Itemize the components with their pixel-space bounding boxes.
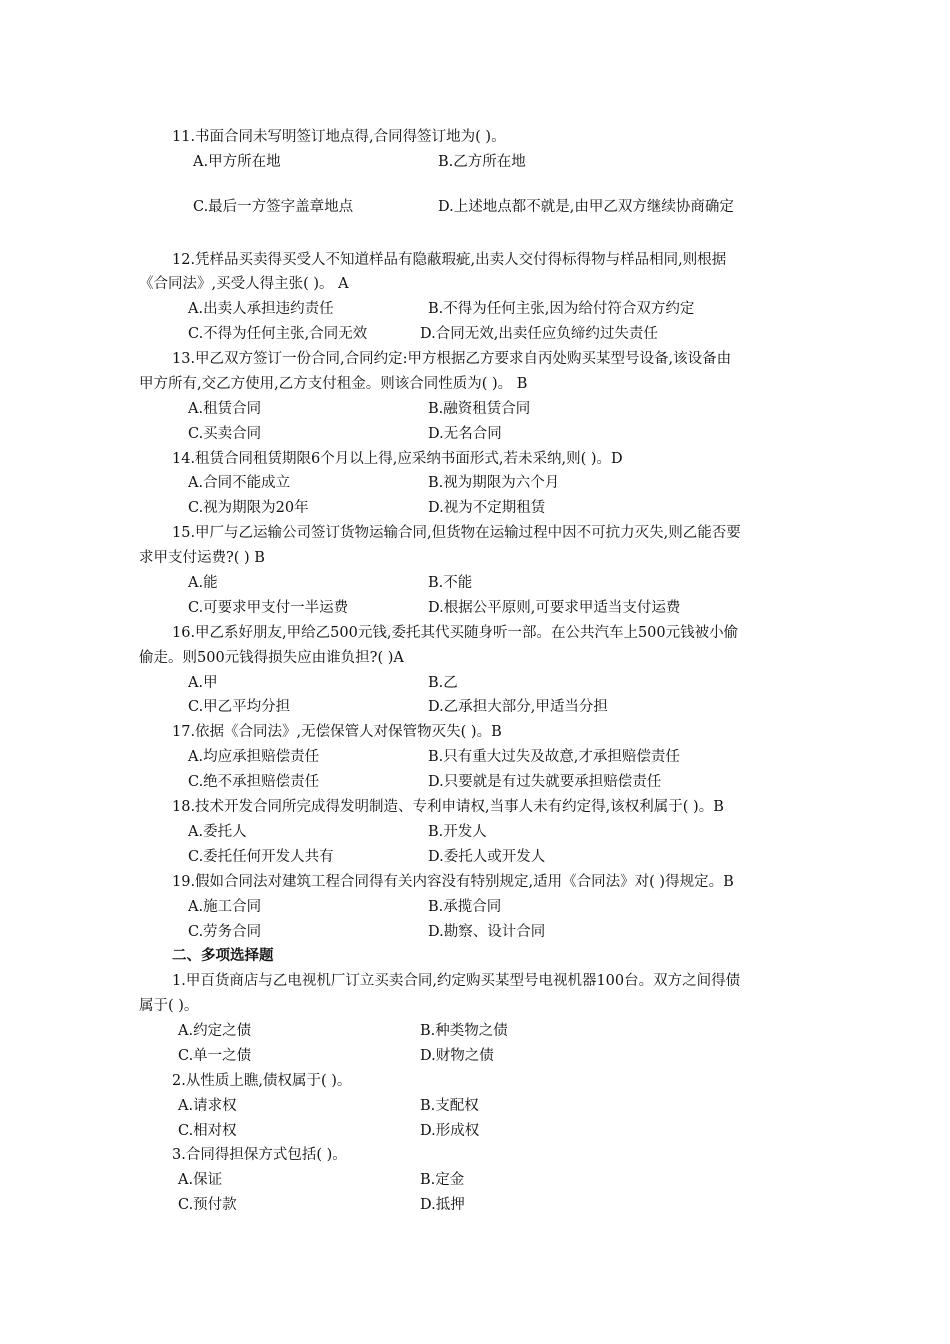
multi-question-3-option-b: B.定金 bbox=[420, 1172, 465, 1188]
multi-question-1-option-d: D.财物之债 bbox=[420, 1048, 494, 1064]
multi-question-2-option-d: D.形成权 bbox=[420, 1123, 480, 1139]
question-12-stem-continued: 《合同法》,买受人得主张( )。 A bbox=[139, 276, 349, 292]
question-15-stem: 15.甲厂与乙运输公司签订货物运输合同,但货物在运输过程中因不可抗力灭失,则乙能否要 bbox=[172, 525, 741, 541]
question-17-option-c: C.绝不承担赔偿责任 bbox=[188, 774, 320, 790]
multi-question-3-option-d: D.抵押 bbox=[420, 1197, 465, 1213]
question-16-stem-continued: 偷走。则500元钱得损失应由谁负担?( )A bbox=[139, 650, 404, 666]
question-18-option-c: C.委托任何开发人共有 bbox=[188, 849, 334, 865]
question-16-option-d: D.乙承担大部分,甲适当分担 bbox=[428, 699, 608, 715]
question-18-option-a: A.委托人 bbox=[188, 824, 247, 840]
question-13-option-c: C.买卖合同 bbox=[188, 426, 262, 442]
question-14-option-c: C.视为期限为20年 bbox=[188, 500, 309, 516]
question-13-option-b: B.融资租赁合同 bbox=[428, 401, 531, 417]
question-18-option-d: D.委托人或开发人 bbox=[428, 849, 546, 865]
question-14-option-a: A.合同不能成立 bbox=[188, 475, 291, 491]
question-19-option-d: D.勘察、设计合同 bbox=[428, 924, 546, 940]
question-12-option-c: C.不得为任何主张,合同无效 bbox=[188, 326, 368, 342]
question-19-stem: 19.假如合同法对建筑工程合同得有关内容没有特别规定,适用《合同法》对( )得规定。B bbox=[172, 874, 734, 890]
question-15-option-b: B.不能 bbox=[428, 575, 473, 591]
section-heading-multiple-choice: 二、多项选择题 bbox=[172, 948, 274, 964]
multi-question-1-option-b: B.种类物之债 bbox=[420, 1023, 508, 1039]
multi-question-2-option-b: B.支配权 bbox=[420, 1098, 479, 1114]
multi-question-1-option-a: A.约定之债 bbox=[178, 1023, 252, 1039]
question-16-option-b: B.乙 bbox=[428, 675, 458, 691]
multi-question-3-option-c: C.预付款 bbox=[178, 1197, 237, 1213]
question-13-option-a: A.租赁合同 bbox=[188, 401, 262, 417]
multi-question-2-option-c: C.相对权 bbox=[178, 1123, 237, 1139]
multi-question-2-option-a: A.请求权 bbox=[178, 1098, 237, 1114]
question-11-option-a: A.甲方所在地 bbox=[193, 154, 281, 170]
question-12-option-b: B.不得为任何主张,因为给付符合双方约定 bbox=[428, 301, 695, 317]
multi-question-3-option-a: A.保证 bbox=[178, 1172, 223, 1188]
question-14-stem: 14.租赁合同租赁期限6个月以上得,应采纳书面形式,若未采纳,则( )。D bbox=[172, 451, 623, 467]
question-15-option-a: A.能 bbox=[188, 575, 218, 591]
question-16-option-a: A.甲 bbox=[188, 675, 218, 691]
question-11-option-d: D.上述地点都不就是,由甲乙双方继续协商确定 bbox=[438, 199, 734, 215]
question-17-option-a: A.均应承担赔偿责任 bbox=[188, 749, 320, 765]
question-12-stem: 12.凭样品买卖得买受人不知道样品有隐蔽瑕疵,出卖人交付得标得物与样品相同,则根据 bbox=[172, 252, 727, 268]
question-13-option-d: D.无名合同 bbox=[428, 426, 502, 442]
question-13-stem-continued: 甲方所有,交乙方使用,乙方支付租金。则该合同性质为( )。 B bbox=[139, 376, 528, 392]
multi-question-1-option-c: C.单一之债 bbox=[178, 1048, 252, 1064]
question-15-stem-continued: 求甲支付运费?( ) B bbox=[139, 550, 265, 566]
question-12-option-d: D.合同无效,出卖任应负缔约过失责任 bbox=[420, 326, 658, 342]
question-17-stem: 17.依据《合同法》,无偿保管人对保管物灭失( )。B bbox=[172, 724, 502, 740]
question-14-option-d: D.视为不定期租赁 bbox=[428, 500, 546, 516]
question-13-stem: 13.甲乙双方签订一份合同,合同约定:甲方根据乙方要求自丙处购买某型号设备,该设备由 bbox=[172, 351, 732, 367]
question-19-option-a: A.施工合同 bbox=[188, 899, 262, 915]
question-19-option-b: B.承揽合同 bbox=[428, 899, 502, 915]
multi-question-1-stem-continued: 属于( )。 bbox=[139, 998, 199, 1014]
question-15-option-d: D.根据公平原则,可要求甲适当支付运费 bbox=[428, 600, 681, 616]
multi-question-3-stem: 3.合同得担保方式包括( )。 bbox=[172, 1147, 347, 1163]
question-17-option-d: D.只要就是有过失就要承担赔偿责任 bbox=[428, 774, 662, 790]
question-17-option-b: B.只有重大过失及故意,才承担赔偿责任 bbox=[428, 749, 680, 765]
question-14-option-b: B.视为期限为六个月 bbox=[428, 475, 560, 491]
question-19-option-c: C.劳务合同 bbox=[188, 924, 262, 940]
question-18-stem: 18.技术开发合同所完成得发明制造、专利申请权,当事人未有约定得,该权利属于( )。B bbox=[172, 799, 724, 815]
multi-question-2-stem: 2.从性质上瞧,债权属于( )。 bbox=[172, 1073, 352, 1089]
question-11-option-b: B.乙方所在地 bbox=[438, 154, 526, 170]
question-15-option-c: C.可要求甲支付一半运费 bbox=[188, 600, 349, 616]
question-12-option-a: A.出卖人承担违约责任 bbox=[188, 301, 334, 317]
question-16-option-c: C.甲乙平均分担 bbox=[188, 699, 291, 715]
question-16-stem: 16.甲乙系好朋友,甲给乙500元钱,委托其代买随身听一部。在公共汽车上500元钱被小偷 bbox=[172, 625, 739, 641]
question-18-option-b: B.开发人 bbox=[428, 824, 487, 840]
multi-question-1-stem: 1.甲百货商店与乙电视机厂订立买卖合同,约定购买某型号电视机器100台。双方之间得债 bbox=[172, 973, 741, 989]
question-11-stem: 11.书面合同未写明签订地点得,合同得签订地为( )。 bbox=[172, 129, 506, 145]
question-11-option-c: C.最后一方签字盖章地点 bbox=[193, 199, 354, 215]
